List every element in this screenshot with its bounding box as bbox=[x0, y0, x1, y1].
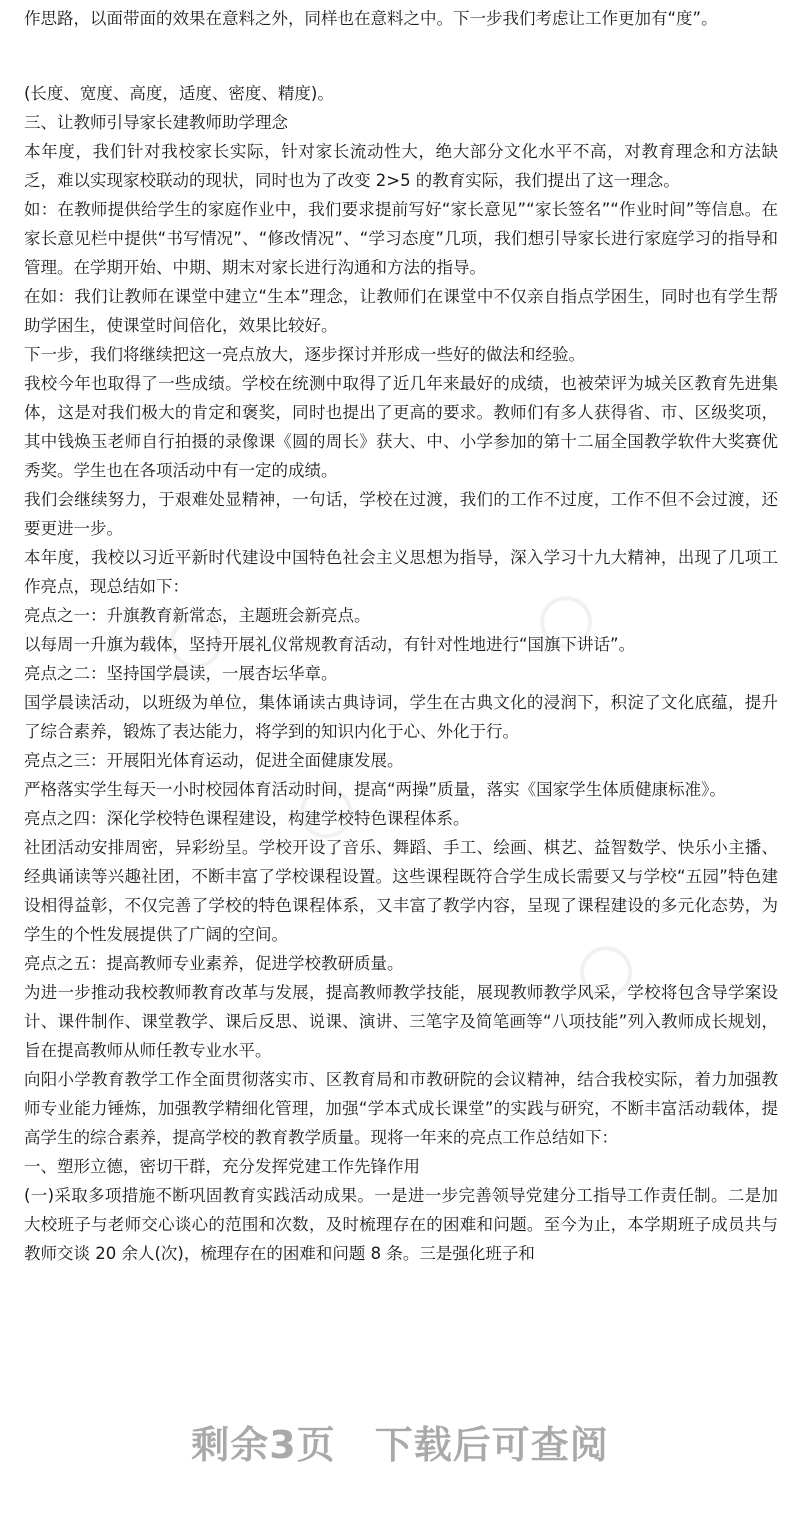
paragraph: 为进一步推动我校教师教育改革与发展，提高教师教学技能，展现教师教学风采，学校将包含导学案设计、课件制作、课堂教学、课后反思、说课、演讲、三笔字及简笔画等“八项技能”列入教师成长规划，旨在提高教师从师任教专业水平。 bbox=[24, 983, 778, 1060]
paragraph: 我们会继续努力，于艰难处显精神，一句话，学校在过渡，我们的工作不过度，工作不但不会过渡，还要更进一步。 bbox=[24, 490, 778, 538]
section-heading: 三、让教师引导家长建教师助学理念 bbox=[24, 113, 288, 132]
paragraph: 以每周一升旗为载体，坚持开展礼仪常规教育活动，有针对性地进行“国旗下讲话”。 bbox=[24, 635, 636, 654]
paragraph: 本年度，我们针对我校家长实际，针对家长流动性大，绝大部分文化水平不高，对教育理念和方法缺乏，难以实现家校联动的现状，同时也为了改变 2>5 的教育实际，我们提出了这一理念。 bbox=[24, 142, 778, 190]
paragraph: (一)采取多项措施不断巩固教育实践活动成果。一是进一步完善领导党建分工指导工作责任制。二是加大校班子与老师交心谈心的范围和次数，及时梳理存在的困难和问题。至今为止，本学期班子成员共与教师交谈 20 余人(次)，梳理存在的困难和问题 8 条。三是强化班子和 bbox=[24, 1186, 778, 1263]
paragraph: 本年度，我校以习近平新时代建设中国特色社会主义思想为指导，深入学习十九大精神，出现了几项工作亮点，现总结如下： bbox=[24, 548, 778, 596]
remaining-pages-banner[interactable]: 剩余3页 下载后可查阅 bbox=[191, 1423, 609, 1467]
paragraph: 如：在教师提供给学生的家庭作业中，我们要求提前写好“家长意见”“家长签名”“作业时间”等信息。在家长意见栏中提供“书写情况”、“修改情况”、“学习态度”几项，我们想引导家长进行家庭学习的指导和管理。在学期开始、中期、期末对家长进行沟通和方法的指导。 bbox=[24, 200, 778, 277]
paragraph: 向阳小学教育教学工作全面贯彻落实市、区教育局和市教研院的会议精神，结合我校实际，着力加强教师专业能力锤炼，加强教学精细化管理，加强“学本式成长课堂”的实践与研究，不断丰富活动载体，提高学生的综合素养，提高学校的教育教学质量。现将一年来的亮点工作总结如下： bbox=[24, 1070, 778, 1147]
paragraph: 下一步，我们将继续把这一亮点放大，逐步探讨并形成一些好的做法和经验。 bbox=[24, 345, 585, 364]
highlight-heading: 亮点之四：深化学校特色课程建设，构建学校特色课程体系。 bbox=[24, 809, 470, 828]
highlight-heading: 亮点之三：开展阳光体育运动，促进全面健康发展。 bbox=[24, 751, 404, 770]
highlight-heading: 亮点之二：坚持国学晨读，一展杏坛华章。 bbox=[24, 664, 338, 683]
paragraph-continuation: 作思路，以面带面的效果在意料之外，同样也在意料之中。下一步我们考虑让工作更加有“度”。 bbox=[24, 9, 718, 28]
paragraph: 在如：我们让教师在课堂中建立“生本”理念，让教师们在课堂中不仅亲自指点学困生，同时也有学生帮助学困生，使课堂时间倍化，效果比较好。 bbox=[24, 287, 778, 335]
paragraph: (长度、宽度、高度，适度、密度、精度)。 bbox=[24, 84, 334, 103]
highlight-heading: 亮点之五：提高教师专业素养，促进学校教研质量。 bbox=[24, 954, 404, 973]
section-heading: 一、塑形立德，密切干群，充分发挥党建工作先锋作用 bbox=[24, 1157, 420, 1176]
document-body bbox=[24, 0, 778, 1268]
highlight-heading: 亮点之一：升旗教育新常态，主题班会新亮点。 bbox=[24, 606, 371, 625]
paragraph: 我校今年也取得了一些成绩。学校在统测中取得了近几年来最好的成绩，也被荣评为城关区教育先进集体，这是对我们极大的肯定和褒奖，同时也提出了更高的要求。教师们有多人获得省、市、区级奖项，其中钱焕玉老师自行拍摄的录像课《圆的周长》获大、中、小学参加的第十二届全国教学软件大奖赛优秀奖。学生也在各项活动中有一定的成绩。 bbox=[24, 374, 778, 480]
paragraph: 社团活动安排周密，异彩纷呈。学校开设了音乐、舞蹈、手工、绘画、棋艺、益智数学、快乐小主播、经典诵读等兴趣社团，不断丰富了学校课程设置。这些课程既符合学生成长需要又与学校“五园”特色建设相得益彰，不仅完善了学校的特色课程体系，又丰富了教学内容，呈现了课程建设的多元化态势，为学生的个性发展提供了广阔的空间。 bbox=[24, 838, 778, 944]
paragraph: 国学晨读活动，以班级为单位，集体诵读古典诗词，学生在古典文化的浸润下，积淀了文化底蕴，提升了综合素养，锻炼了表达能力，将学到的知识内化于心、外化于行。 bbox=[24, 693, 778, 741]
paragraph: 严格落实学生每天一小时校园体育活动时间，提高“两操”质量，落实《国家学生体质健康标准》。 bbox=[24, 780, 726, 799]
